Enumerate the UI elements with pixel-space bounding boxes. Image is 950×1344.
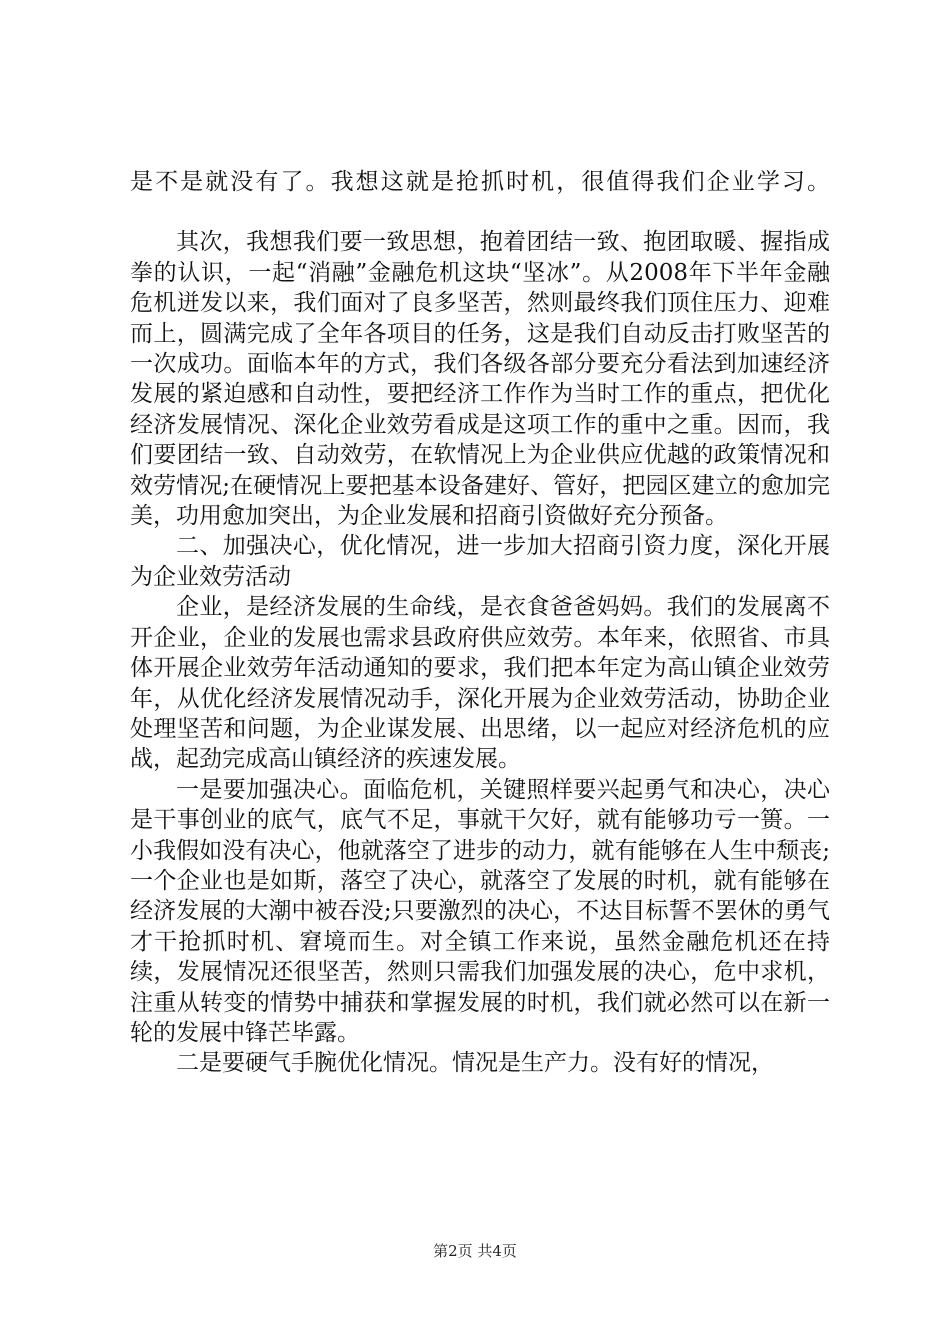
paragraph-confidence: 一是要加强决心。面临危机，关键照样要兴起勇气和决心，决心是干事创业的底气，底气不足，事就干欠好，就有能够功亏一篑。一小我假如没有决心，他就落空了进步的动力，就有能够在人生中颓丧;一个企业也是如斯，落空了决心，就落空了发展的时机，就有能够在经济发展的大潮中被吞没;只要激烈的决心，不达目标誓不罢休的勇气才干抢抓时机、窘境而生。对全镇工作来说，虽然金融危机还在持续，发展情况还很坚苦，然则只需我们加强发展的决心，危中求机，注重从转变的情势中捕获和掌握发展的时机，我们就必然可以在新一轮的发展中锋芒毕露。 <box>130 776 830 1046</box>
document-body <box>130 167 830 1079</box>
page-number-footer: 第2页 共4页 <box>433 1242 517 1260</box>
paragraph-environment: 二是要硬气手腕优化情况。情况是生产力。没有好的情况， <box>176 1050 774 1077</box>
paragraph-continuation: 是不是就没有了。我想这就是抢抓时机，很值得我们企业学习。 <box>130 169 830 195</box>
paragraph-enterprise: 企业，是经济发展的生命线，是衣食爸爸妈妈。我们的发展离不开企业，企业的发展也需求县政府供应效劳。本年来，依照省、市具体开展企业效劳年活动通知的要求，我们把本年定为高山镇企业效劳年，从优化经济发展情况动手，深化开展为企业效劳活动，协助企业处理坚苦和问题，为企业谋发展、出思绪，以一起应对经济危机的应战，起劲完成高山镇经济的疾速发展。 <box>130 594 830 773</box>
paragraph-second-point: 其次，我想我们要一致思想，抱着团结一致、抱团取暖、握指成拳的认识，一起“消融”金融危机这块“坚冰”。从2008年下半年金融危机迸发以来，我们面对了良多坚苦，然则最终我们顶住压力、迎难而上，圆满完成了全年各项目的任务，这是我们自动反击打败坚苦的一次成功。面临本年的方式，我们各级各部分要充分看法到加速经济发展的紧迫感和自动性，要把经济工作作为当时工作的重点，把优化经济发展情况、深化企业效劳看成是这项工作的重中之重。因而，我们要团结一致、自动效劳，在软情况上为企业供应优越的政策情况和效劳情况;在硬情况上要把基本设备建好、管好，把园区建立的愈加完美，功用愈加突出，为企业发展和招商引资做好充分预备。 <box>130 229 830 530</box>
section-heading-two: 二、加强决心，优化情况，进一步加大招商引资力度，深化开展为企业效劳活动 <box>130 533 830 590</box>
